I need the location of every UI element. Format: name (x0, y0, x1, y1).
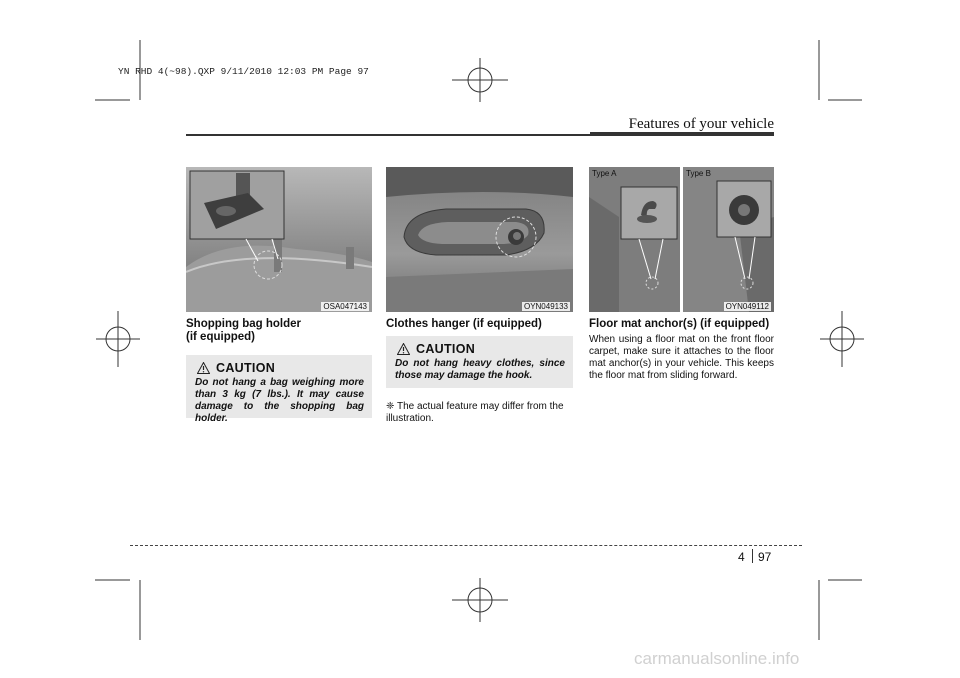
section-title-line-2: (if equipped) (186, 331, 255, 343)
page-number: 97 (758, 550, 772, 564)
caution-text: Do not hang heavy clothes, since those may damage the hook. (395, 358, 565, 381)
caution-header (397, 342, 565, 356)
type-a-label: Type A (592, 169, 617, 178)
caution-box-shopping-bag (186, 355, 372, 424)
caution-title: CAUTION (416, 342, 476, 356)
section-title-shopping-bag-holder (186, 318, 372, 344)
floor-mat-anchor-text: When using a floor mat on the front floor carpet, make sure it attaches to the floor mat anchor(s) in your vehicle. This keeps the floor mat from sliding forward. (589, 334, 774, 381)
photo-code: OSA047143 (323, 302, 367, 311)
warning-triangle-icon (397, 343, 410, 355)
illustration-note: ❈ The actual feature may differ from the illustration. (386, 401, 564, 424)
caution-title: CAUTION (216, 361, 276, 375)
floor-mat-anchor-photo (589, 167, 774, 312)
photo-code: OYN049112 (725, 302, 769, 311)
shopping-bag-holder-photo (186, 167, 372, 312)
page-header-title: Features of your vehicle (628, 116, 774, 132)
header-rule-accent (590, 132, 774, 136)
footer-rule (130, 545, 802, 546)
print-slug: YN RHD 4(~98).QXP 9/11/2010 12:03 PM Page 97 (118, 66, 369, 77)
section-title-floor-mat-anchor: Floor mat anchor(s) (if equipped) (589, 318, 770, 330)
section-title-clothes-hanger: Clothes hanger (if equipped) (386, 318, 542, 330)
page-number-divider (752, 549, 753, 563)
section-title-line-1: Shopping bag holder (186, 318, 301, 330)
watermark: carmanualsonline.info (634, 649, 800, 668)
chapter-number: 4 (738, 550, 745, 564)
caution-box-clothes-hanger (386, 336, 573, 388)
caution-text: Do not hang a bag weighing more than 3 kg (7 lbs.). It may cause damage to the shopping bag holder. (195, 377, 364, 424)
caution-header (197, 361, 364, 375)
photo-code: OYN049133 (523, 302, 568, 311)
warning-triangle-icon (197, 362, 210, 374)
clothes-hanger-photo (386, 167, 573, 312)
type-b-label: Type B (686, 169, 711, 178)
